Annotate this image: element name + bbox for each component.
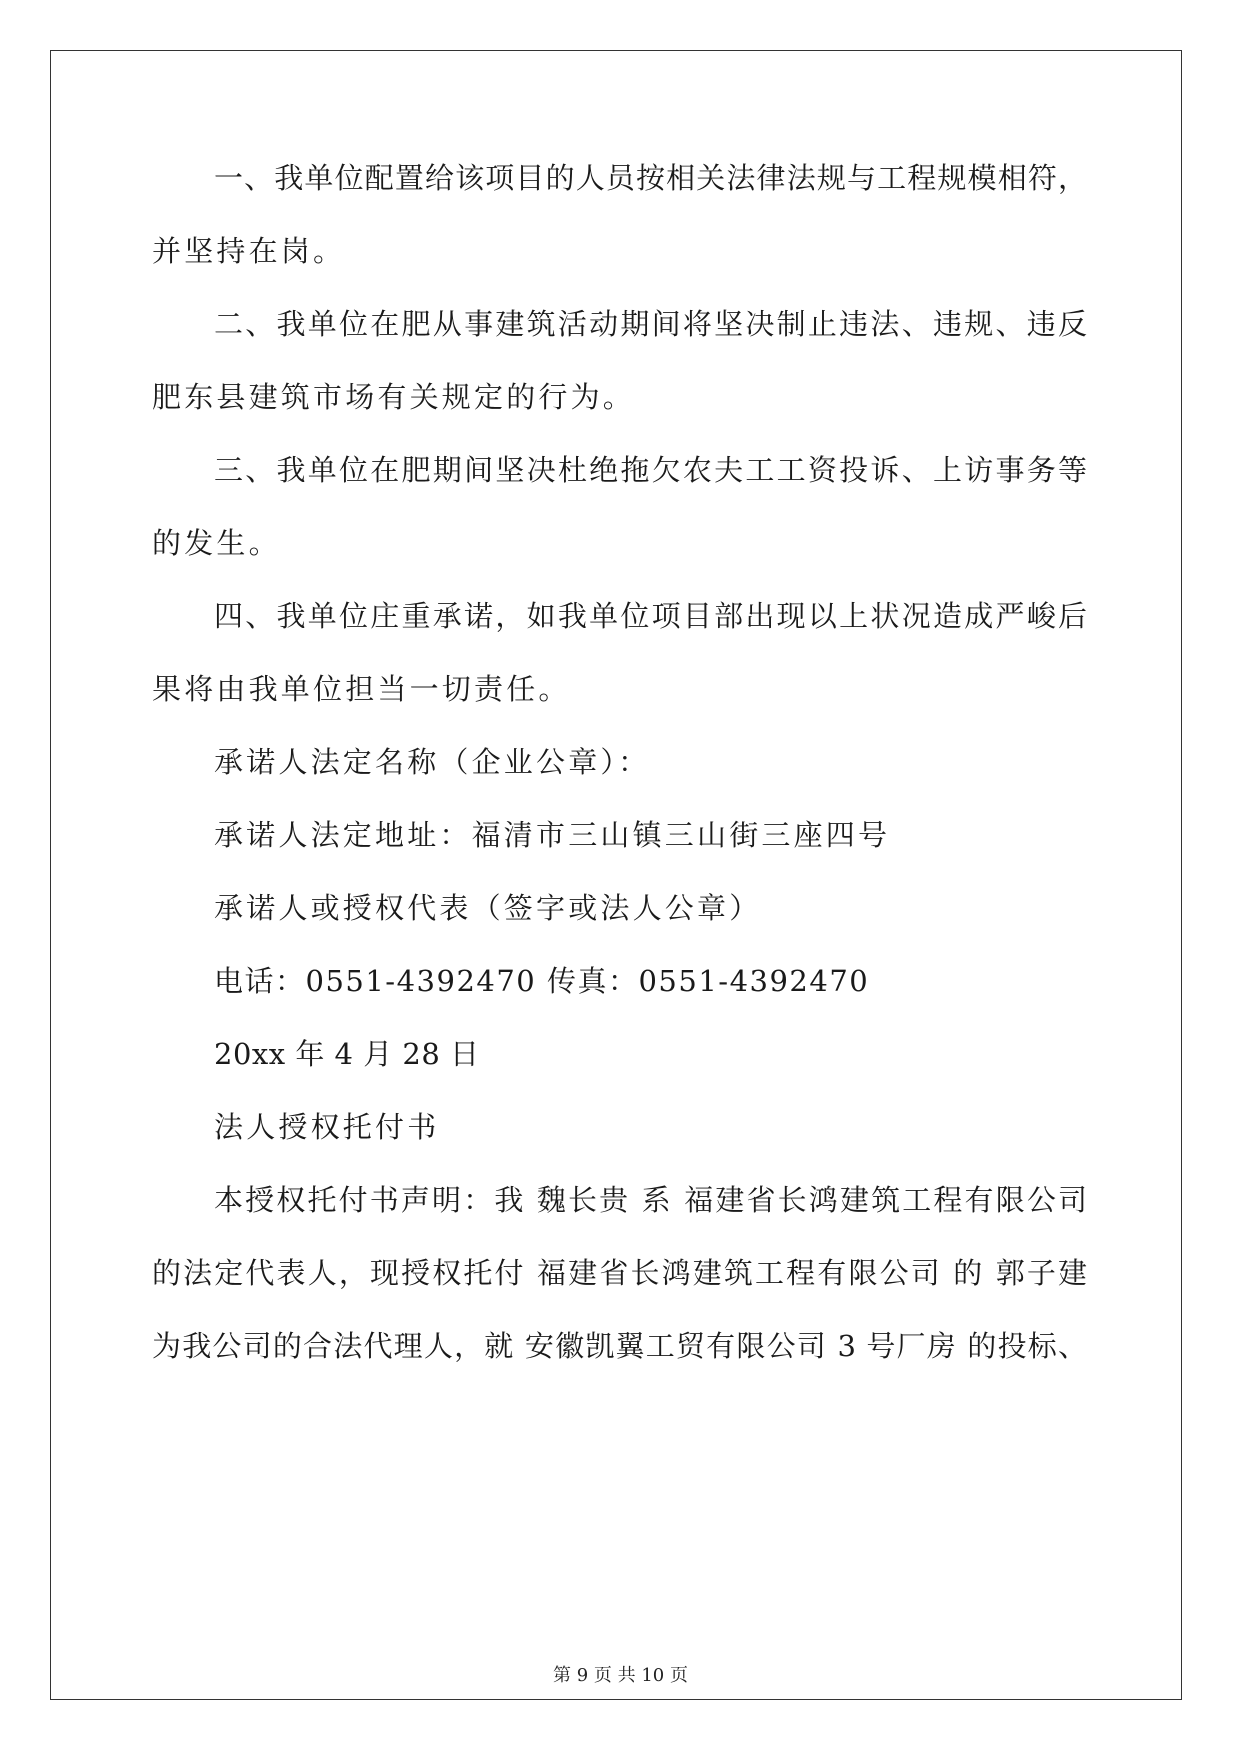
promisor-name: 承诺人法定名称（企业公章）： — [214, 745, 651, 779]
paragraph-1-line-2: 并坚持在岗。 — [152, 234, 346, 268]
section-title: 法人授权托付书 — [214, 1110, 440, 1144]
document-date: 20xx 年 4 月 28 日 — [214, 1037, 480, 1071]
paragraph-4-line-1: 四、我单位庄重承诺，如我单位项目部出现以上状况造成严峻后 — [214, 599, 1087, 633]
promisor-address: 承诺人法定地址：福清市三山镇三山街三座四号 — [214, 818, 891, 852]
page-footer: 第 9 页 共 10 页 — [553, 1665, 688, 1686]
contact-phone-fax: 电话：0551-4392470 传真：0551-4392470 — [214, 964, 870, 998]
paragraph-2-line-1: 二、我单位在肥从事建筑活动期间将坚决制止违法、违规、违反 — [214, 307, 1087, 341]
paragraph-2-line-2: 肥东县建筑市场有关规定的行为。 — [152, 380, 636, 414]
promisor-representative: 承诺人或授权代表（签字或法人公章） — [214, 891, 762, 925]
authorization-line-2: 的法定代表人，现授权托付 福建省长鸿建筑工程有限公司 的 郭子建 — [152, 1256, 1087, 1290]
page-border — [50, 50, 1182, 1700]
paragraph-3-line-1: 三、我单位在肥期间坚决杜绝拖欠农夫工工资投诉、上访事务等 — [214, 453, 1087, 487]
authorization-line-3: 为我公司的合法代理人，就 安徽凯翼工贸有限公司 3 号厂房 的投标、 — [152, 1329, 1087, 1363]
paragraph-3-line-2: 的发生。 — [152, 526, 281, 560]
paragraph-1-line-1: 一、我单位配置给该项目的人员按相关法律法规与工程规模相符， — [214, 161, 1087, 195]
paragraph-4-line-2: 果将由我单位担当一切责任。 — [152, 672, 571, 706]
authorization-line-1: 本授权托付书声明：我 魏长贵 系 福建省长鸿建筑工程有限公司 — [214, 1183, 1087, 1217]
